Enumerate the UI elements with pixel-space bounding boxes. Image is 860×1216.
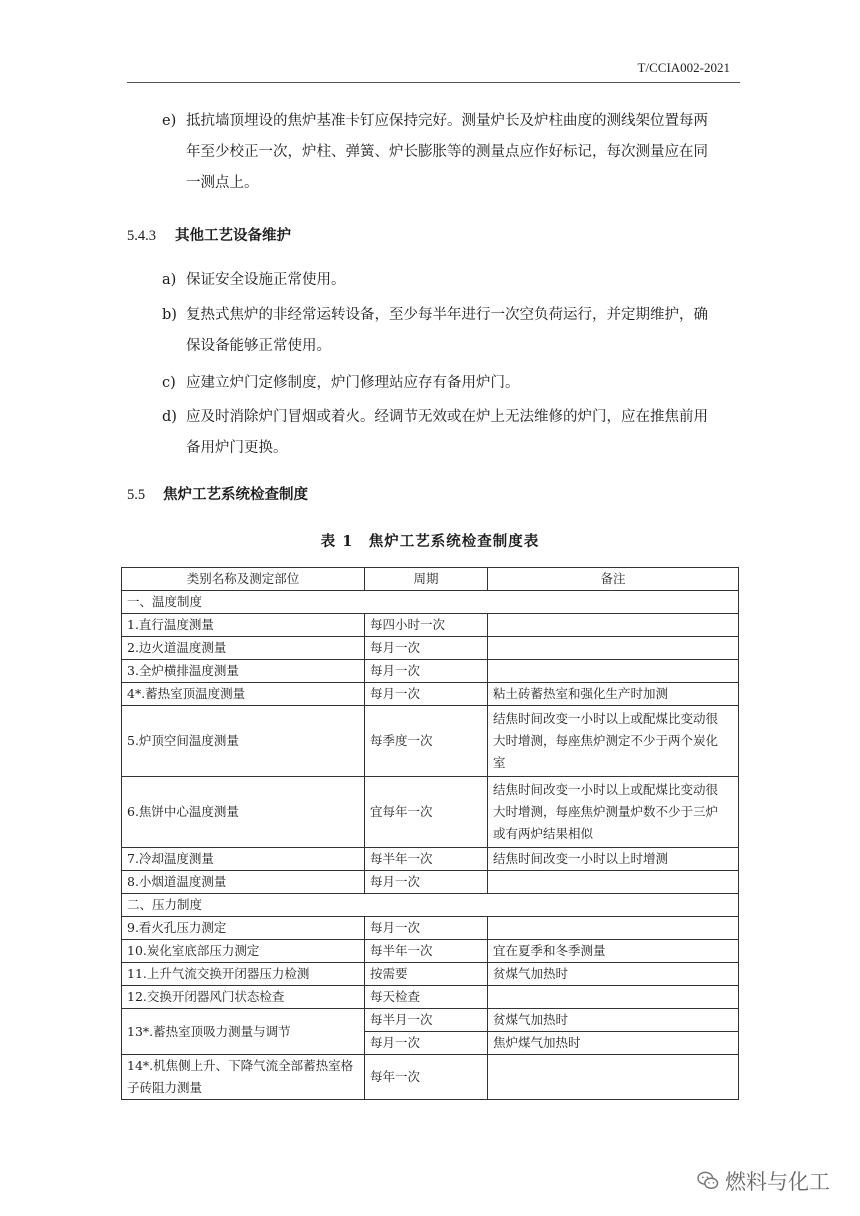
cell-name (122, 1055, 365, 1100)
list-text-line: 应及时消除炉门冒烟或着火。经调节无效或在炉上无法维修的炉门，应在推焦前用 (186, 409, 708, 425)
section-number: 5.4.3 (127, 228, 156, 244)
wechat-icon (697, 1171, 719, 1191)
cell-note (488, 871, 739, 894)
table-row (122, 683, 739, 706)
column-header: 类别名称及测定部位 (122, 568, 365, 591)
section-number: 5.5 (127, 487, 146, 503)
list-item-c (162, 368, 740, 399)
cell-note (488, 637, 739, 660)
note-line: 大时增测，每座焦炉测量炉数不少于三炉 (493, 804, 719, 819)
cell-note (488, 660, 739, 683)
column-header: 备注 (488, 568, 739, 591)
cell-name: 7.冷却温度测量 (122, 848, 365, 871)
table-row (122, 706, 739, 777)
cell-note (488, 917, 739, 940)
table-row (122, 660, 739, 683)
cell-name: 6.焦饼中心温度测量 (122, 777, 365, 848)
table-row (122, 917, 739, 940)
list-text-line: 备用炉门更换。 (186, 440, 288, 456)
name-line: 子砖阻力测量 (127, 1080, 203, 1095)
table-group-row (122, 591, 739, 614)
cell-period: 每半年一次 (365, 848, 488, 871)
list-text-line: 复热式焦炉的非经常运转设备，至少每半年进行一次空负荷运行，并定期维护，确 (186, 307, 708, 323)
list-text-line: 一测点上。 (186, 175, 259, 191)
cell-note (488, 614, 739, 637)
name-line: 14*.机焦侧上升、下降气流全部蓄热室格 (127, 1058, 354, 1073)
section-title: 其他工艺设备维护 (175, 227, 291, 244)
list-item-d (162, 402, 740, 464)
cell-name: 9.看火孔压力测定 (122, 917, 365, 940)
table-header-row (122, 568, 739, 591)
list-item-a (162, 265, 740, 296)
list-marker: d) (162, 409, 177, 425)
list-item-b (162, 300, 740, 362)
list-marker: a) (162, 272, 177, 288)
cell-period: 每月一次 (365, 637, 488, 660)
cell-note: 贫煤气加热时 (488, 1009, 739, 1032)
cell-name: 10.炭化室底部压力测定 (122, 940, 365, 963)
cell-note: 宜在夏季和冬季测量 (488, 940, 739, 963)
column-header: 周期 (365, 568, 488, 591)
table-row (122, 940, 739, 963)
cell-period: 每月一次 (365, 871, 488, 894)
cell-period: 每天检查 (365, 986, 488, 1009)
table-caption: 表 1 焦炉工艺系统检查制度表 (320, 533, 540, 550)
table-row (122, 963, 739, 986)
table-row (122, 1009, 739, 1032)
cell-period: 每半月一次 (365, 1009, 488, 1032)
cell-name: 12.交换开闭器风门状态检查 (122, 986, 365, 1009)
watermark (697, 1166, 830, 1196)
cell-period: 按需要 (365, 963, 488, 986)
cell-name: 2.边火道温度测量 (122, 637, 365, 660)
cell-period: 每月一次 (365, 917, 488, 940)
table-row (122, 848, 739, 871)
cell-period: 每半年一次 (365, 940, 488, 963)
list-marker: c) (162, 375, 176, 391)
cell-note (488, 1055, 739, 1100)
list-text-line: 年至少校正一次，炉柱、弹簧、炉长膨胀等的测量点应作好标记，每次测量应在同 (186, 144, 708, 160)
cell-name: 11.上升气流交换开闭器压力检测 (122, 963, 365, 986)
note-line: 或有两炉结果相似 (493, 826, 594, 841)
table-row (122, 1055, 739, 1100)
table-row (122, 986, 739, 1009)
cell-period: 每月一次 (365, 1032, 488, 1055)
list-item-e (162, 106, 740, 199)
table-row (122, 614, 739, 637)
cell-period: 每年一次 (365, 1055, 488, 1100)
group-label: 一、温度制度 (122, 591, 739, 614)
cell-name: 4*.蓄热室顶温度测量 (122, 683, 365, 706)
list-text-line: 应建立炉门定修制度，炉门修理站应存有备用炉门。 (186, 375, 520, 391)
cell-name: 13*.蓄热室顶吸力测量与调节 (122, 1009, 365, 1055)
section-heading-5-4-3 (127, 224, 291, 245)
section-title: 焦炉工艺系统检查制度 (163, 486, 308, 503)
cell-period: 每月一次 (365, 660, 488, 683)
note-line: 结焦时间改变一小时以上或配煤比变动很 (493, 711, 719, 726)
cell-period: 每四小时一次 (365, 614, 488, 637)
table-row (122, 777, 739, 848)
cell-note: 结焦时间改变一小时以上时增测 (488, 848, 739, 871)
watermark-text: 燃料与化工 (725, 1170, 830, 1194)
cell-note (488, 777, 739, 848)
document-code: T/CCIA002-2021 (637, 60, 730, 75)
cell-name: 5.炉顶空间温度测量 (122, 706, 365, 777)
cell-note (488, 986, 739, 1009)
header-divider (127, 82, 740, 83)
list-marker: e) (162, 113, 177, 129)
cell-period: 宜每年一次 (365, 777, 488, 848)
note-line: 大时增测，每座焦炉测定不少于两个炭化 (493, 733, 719, 748)
table-row (122, 637, 739, 660)
cell-note (488, 706, 739, 777)
table-row (122, 871, 739, 894)
cell-note: 焦炉煤气加热时 (488, 1032, 739, 1055)
list-text-line: 抵抗墙顶埋设的焦炉基准卡钉应保持完好。测量炉长及炉柱曲度的测线架位置每两 (186, 113, 708, 129)
group-label: 二、压力制度 (122, 894, 739, 917)
cell-period: 每季度一次 (365, 706, 488, 777)
inspection-schedule-table (121, 567, 739, 1100)
list-text-line: 保证安全设施正常使用。 (186, 272, 346, 288)
cell-note: 粘土砖蓄热室和强化生产时加测 (488, 683, 739, 706)
section-heading-5-5 (127, 483, 308, 504)
list-marker: b) (162, 307, 177, 323)
cell-name: 8.小烟道温度测量 (122, 871, 365, 894)
note-line: 结焦时间改变一小时以上或配煤比变动很 (493, 782, 719, 797)
cell-name: 1.直行温度测量 (122, 614, 365, 637)
cell-name: 3.全炉横排温度测量 (122, 660, 365, 683)
note-line: 室 (493, 755, 506, 770)
cell-period: 每月一次 (365, 683, 488, 706)
list-text-line: 保设备能够正常使用。 (186, 338, 331, 354)
cell-note: 贫煤气加热时 (488, 963, 739, 986)
table-group-row (122, 894, 739, 917)
